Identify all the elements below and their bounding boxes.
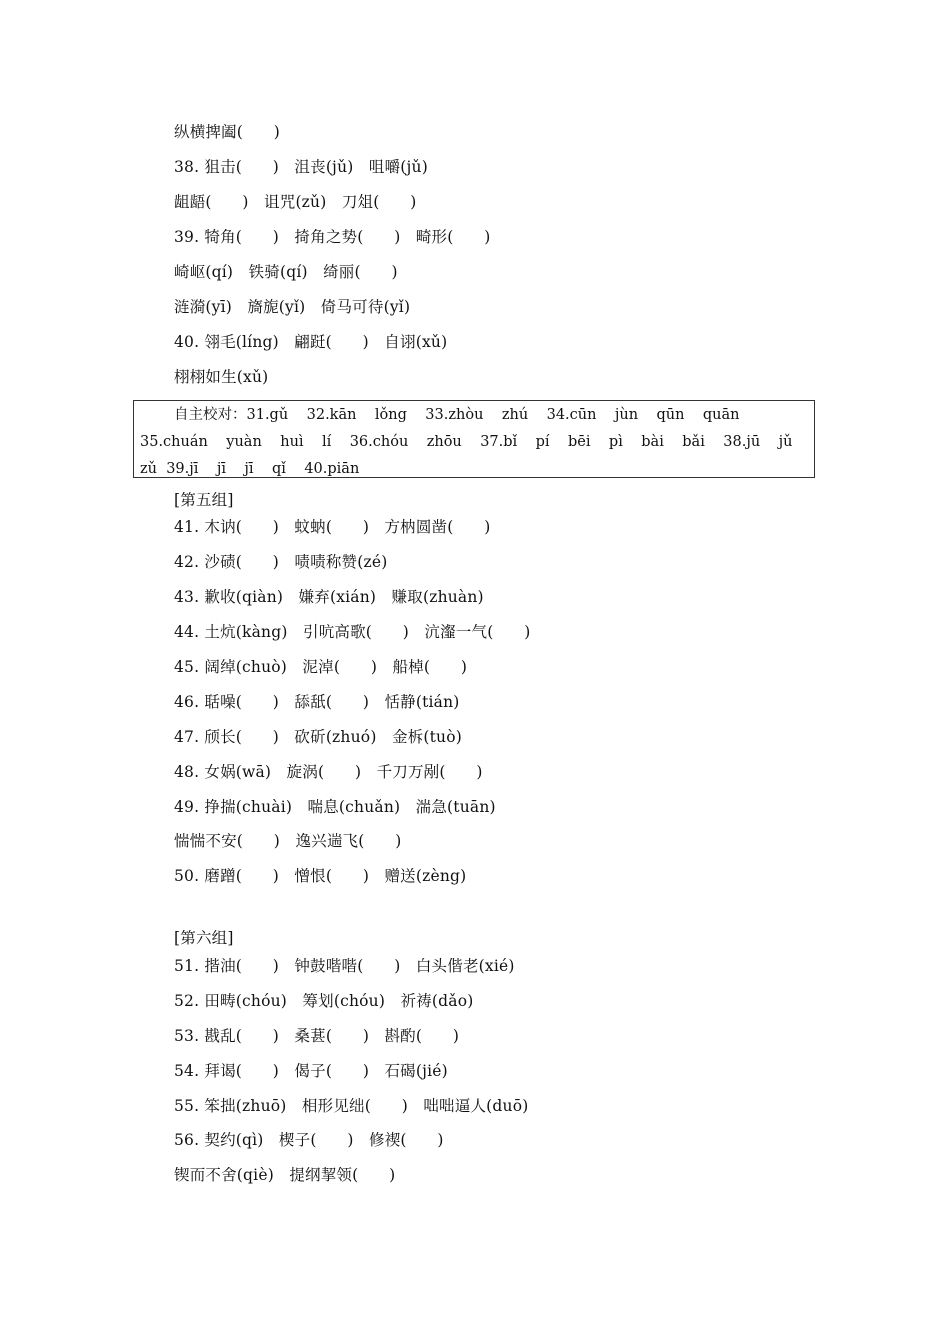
text-line: 52. 田畴(chóu) 筹划(chóu) 祈祷(dǎo) — [174, 992, 474, 1010]
text-line: 40. 翎毛(líng) 翩跹( ) 自诩(xǔ) — [174, 333, 448, 351]
text-line: 55. 笨拙(zhuō) 相形见绌( ) 咄咄逼人(duō) — [174, 1097, 529, 1115]
text-line: 45. 阔绰(chuò) 泥淖( ) 船棹( ) — [174, 658, 468, 676]
text-line: 39. 犄角( ) 掎角之势( ) 畸形( ) — [174, 228, 491, 246]
text-line: 51. 揩油( ) 钟鼓喈喈( ) 白头偕老(xié) — [174, 957, 515, 975]
text-line: 56. 契约(qì) 楔子( ) 修禊( ) — [174, 1131, 444, 1149]
text-line: 栩栩如生(xǔ) — [174, 368, 269, 386]
text-line: 涟漪(yī) 旖旎(yǐ) 倚马可待(yǐ) — [174, 298, 411, 316]
answer-row: zǔ 39.jī jī jī qǐ 40.piān — [140, 461, 360, 477]
text-line: 41. 木讷( ) 蚊蚋( ) 方枘圆凿( ) — [174, 518, 491, 536]
text-line: 崎岖(qí) 铁骑(qí) 绮丽( ) — [174, 263, 398, 281]
answer-check-box — [133, 400, 815, 478]
text-line: 50. 磨蹭( ) 憎恨( ) 赠送(zèng) — [174, 867, 467, 885]
text-line: 42. 沙碛( ) 啧啧称赞(zé) — [174, 553, 388, 571]
text-line: 惴惴不安( ) 逸兴遄飞( ) — [174, 832, 402, 850]
section-heading: [第六组] — [174, 929, 234, 947]
text-line: 锲而不舍(qiè) 提纲挈领( ) — [174, 1166, 396, 1184]
text-line: 49. 挣揣(chuài) 喘息(chuǎn) 湍急(tuān) — [174, 798, 496, 816]
text-line: 54. 拜谒( ) 偈子( ) 石碣(jié) — [174, 1062, 448, 1080]
text-line: 龃龉( ) 诅咒(zǔ) 刀俎( ) — [174, 193, 417, 211]
text-line: 48. 女娲(wā) 旋涡( ) 千刀万剐( ) — [174, 763, 483, 781]
text-line: 46. 聒噪( ) 舔舐( ) 恬静(tián) — [174, 693, 460, 711]
section-heading: [第五组] — [174, 491, 234, 509]
answer-row: 35.chuán yuàn huì lí 36.chóu zhōu 37.bǐ pí bēi pì bài bǎi 38.jū jǔ — [140, 434, 793, 450]
text-line: 53. 戡乱( ) 桑葚( ) 斟酌( ) — [174, 1027, 460, 1045]
text-line: 38. 狙击( ) 沮丧(jǔ) 咀嚼(jǔ) — [174, 158, 428, 176]
text-line: 43. 歉收(qiàn) 嫌弃(xián) 赚取(zhuàn) — [174, 588, 484, 606]
text-line: 44. 土炕(kàng) 引吭高歌( ) 沆瀣一气( ) — [174, 623, 531, 641]
answer-row: 自主校对：31.gǔ 32.kān lǒng 33.zhòu zhú 34.cūn jùn qūn quān — [174, 407, 740, 423]
text-line: 纵横捭阖( ) — [174, 123, 281, 141]
text-line: 47. 颀长( ) 砍斫(zhuó) 金柝(tuò) — [174, 728, 462, 746]
